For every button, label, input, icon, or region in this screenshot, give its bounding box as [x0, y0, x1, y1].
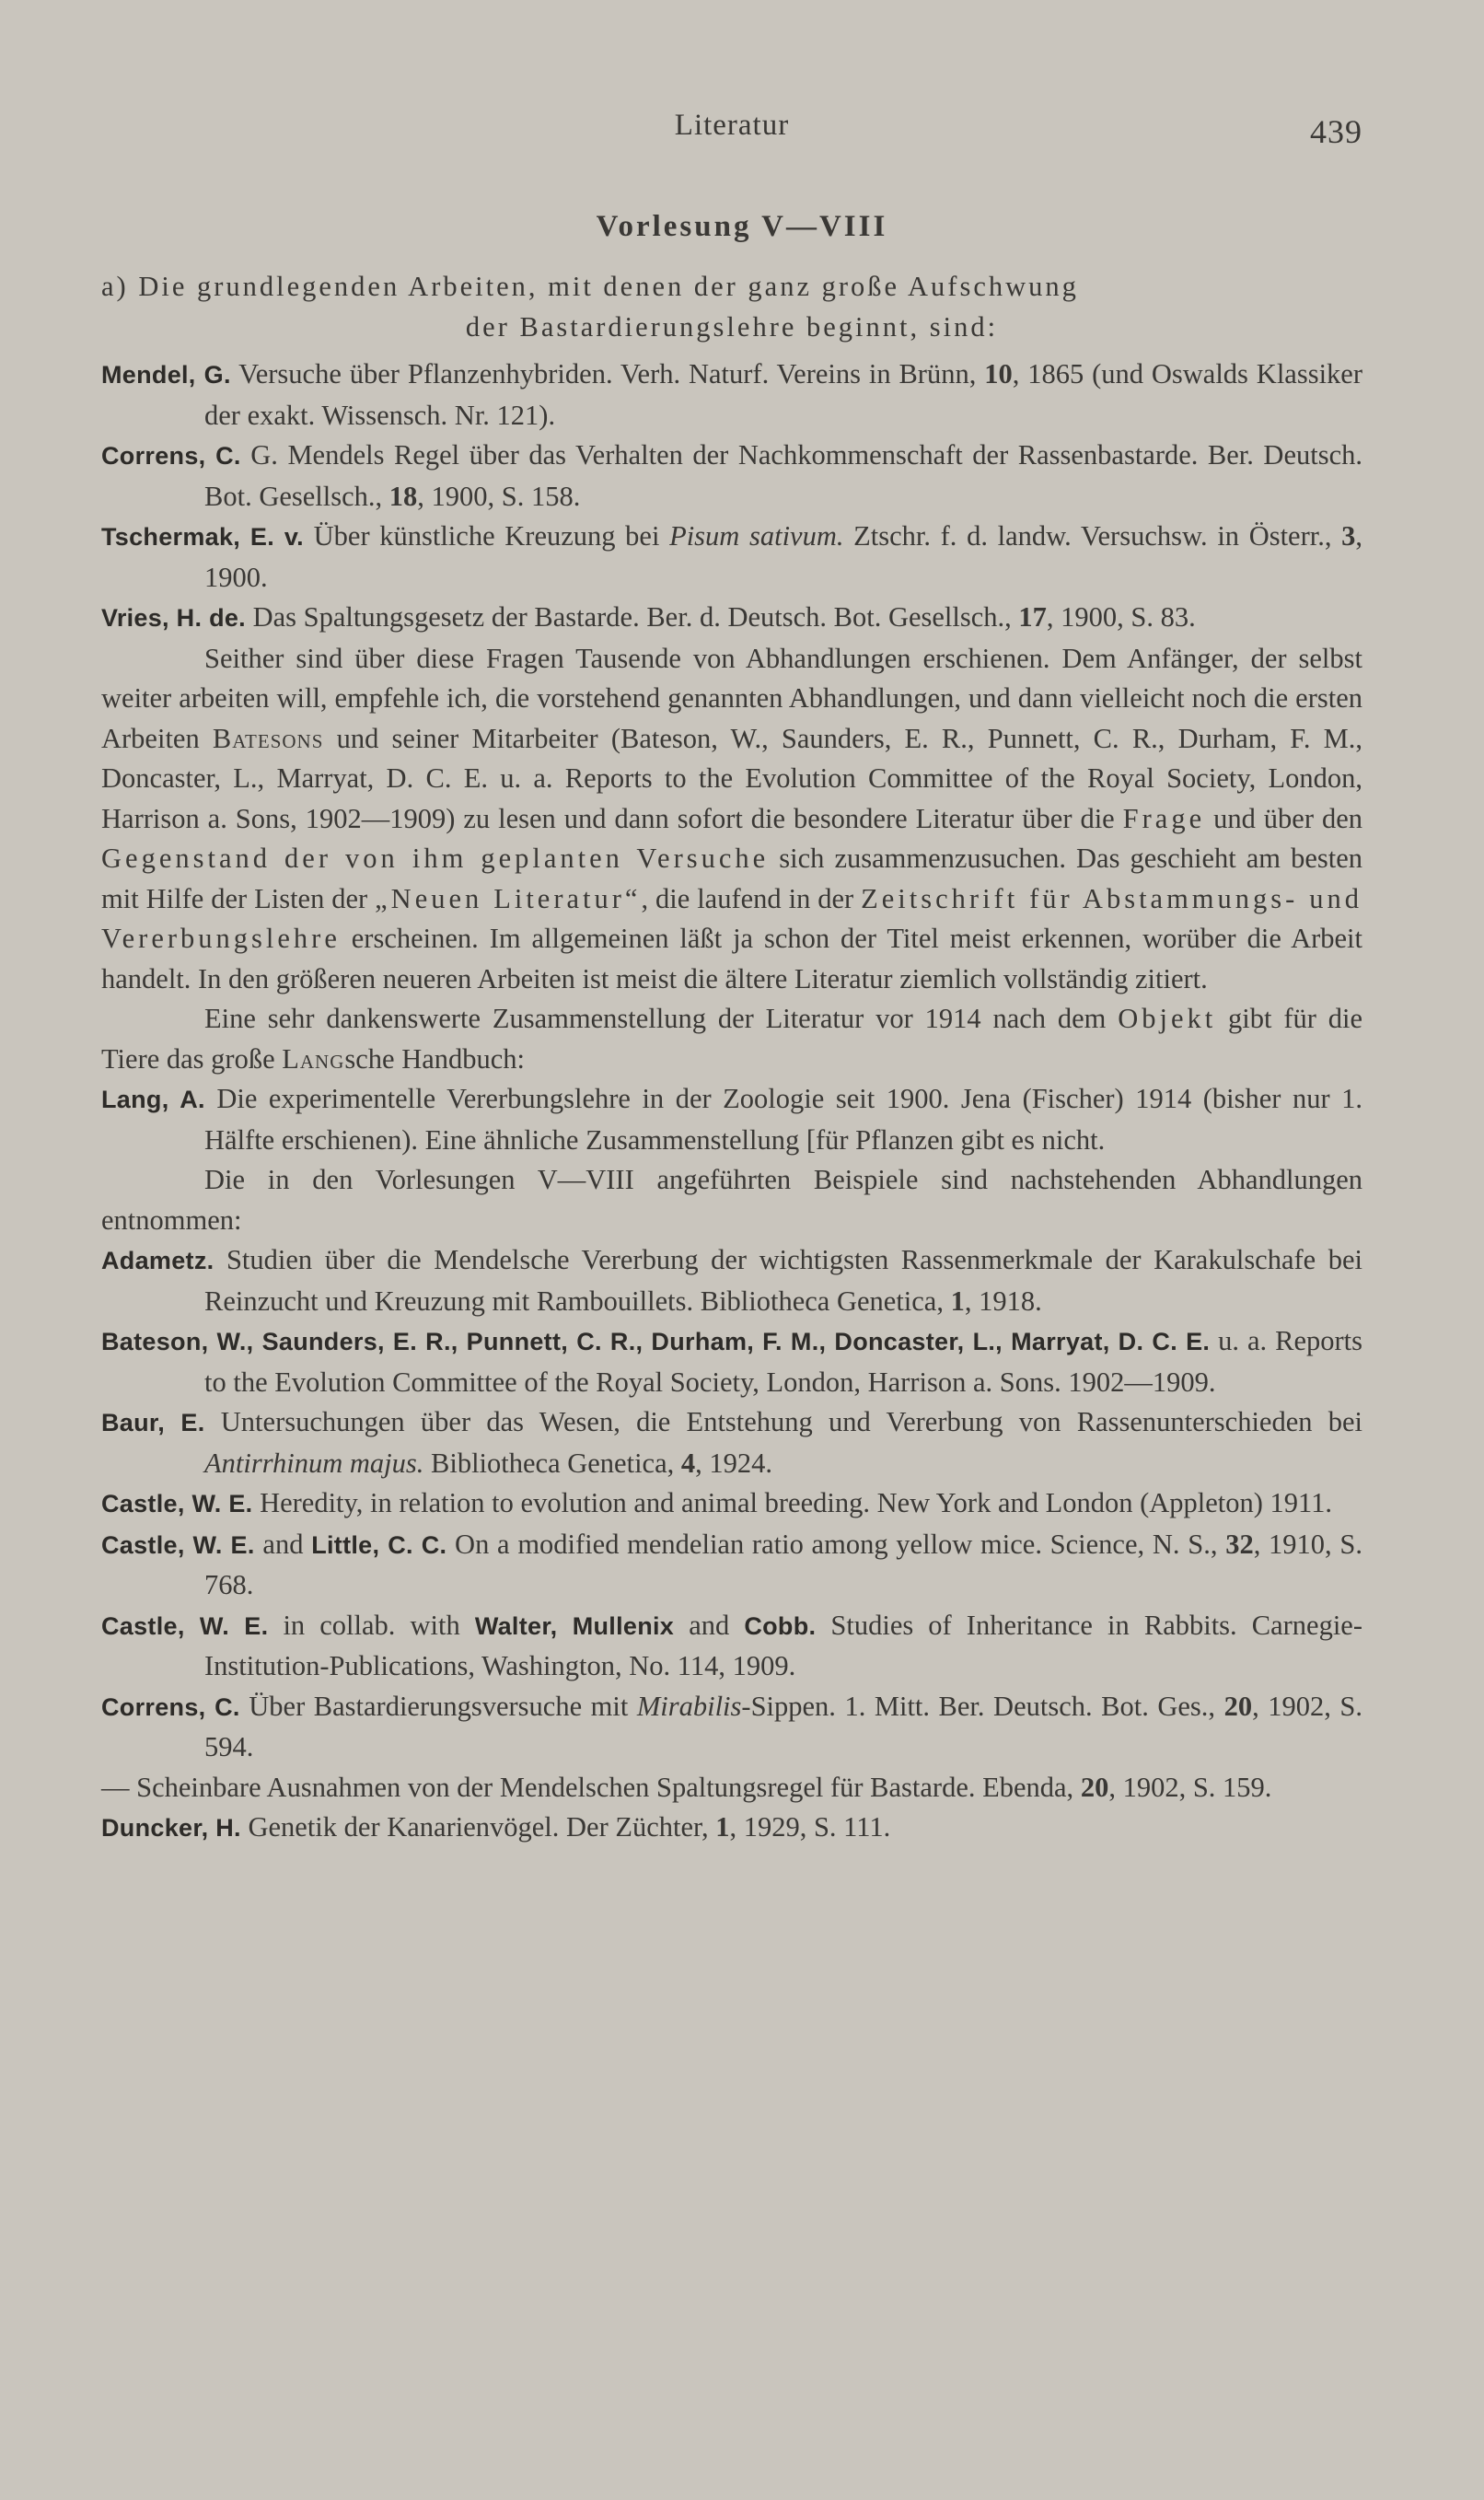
author-name: Bateson, W., Saunders, E. R., Punnett, C. R., Durham, F. M., Doncaster, L., Marryat, D. C. E. [101, 1328, 1211, 1355]
author-name: Castle, W. E. [101, 1530, 255, 1559]
intro-heading [101, 267, 1362, 347]
author-name: Adametz. [101, 1247, 214, 1274]
bibliography-content [101, 267, 1362, 1849]
bib-entry-correns-ausnahmen: — Scheinbare Ausnahmen von der Mendelschen Spaltungsregel für Bastarde. Ebenda, 20, 1902, S. 159. [101, 1771, 1272, 1803]
bib-entry-castle-little: Castle, W. E. and Little, C. C. On a modified mendelian ratio among yellow mice. Science, N. S., 32, 1910, S. 768. [101, 1528, 1363, 1600]
bib-entry-tschermak: Tschermak, E. v. Über künstliche Kreuzung bei Pisum sativum. Ztschr. f. d. landw. Versuchsw. in Österr., 3, 1900. [101, 520, 1362, 593]
bib-entry-duncker: Duncker, H. Genetik der Kanarienvögel. Der Züchter, 1, 1929, S. 111. [101, 1811, 891, 1843]
bib-entry-castle-1911: Castle, W. E. Heredity, in relation to evolution and animal breeding. New York and London (Appleton) 1911. [101, 1487, 1333, 1518]
paragraph-literature-advice: Seither sind über diese Fragen Tausende von Abhandlungen erschienen. Dem Anfänger, der selbst weiter arbeiten will, empfehle ich, die vorstehend genannten Abhandlungen, und dann vielleicht noch die ersten Arbeiten Batesons und seiner Mitarbeiter (Bateson, W., Saunders, E. R., Punnett, C. R., Durham, F. M., Doncaster, L., Marryat, D. C. E. u. a. Reports to the Evolution Committee of the Royal Society, London, Harrison a. Sons, 1902—1909) zu lesen und dann sofort die besondere Literatur über die Frage und über den Gegenstand der von ihm geplanten Versuche sich zusammenzusuchen. Das geschieht am besten mit Hilfe der Listen der „Neuen Literatur“, die laufend in der Zeitschrift für Abstammungs- und Vererbungslehre erscheinen. Im allgemeinen läßt ja schon der Titel meist erkennen, worüber die Arbeit handelt. In den größeren neueren Arbeiten ist meist die ältere Literatur ziemlich vollständig zitiert. [101, 642, 1362, 994]
intro-line-2: der Bastardierungslehre beginnt, sind: [465, 310, 999, 343]
author-name: Little, C. C. [311, 1530, 447, 1559]
author-name: Tschermak, E. v. [101, 523, 304, 551]
bib-entry-correns-mirabilis: Correns, C. Über Bastardierungsversuche mit Mirabilis-Sippen. 1. Mitt. Ber. Deutsch. Bot. Ges., 20, 1902, S. 594. [101, 1690, 1362, 1762]
author-name: Cobb. [744, 1611, 817, 1640]
author-name: Lang, A. [101, 1086, 205, 1113]
author-name: Mendel, G. [101, 361, 231, 389]
intro-line-1: a) Die grundlegenden Arbeiten, mit denen der ganz große Aufschwung [101, 271, 1079, 302]
author-name: Castle, W. E. [101, 1611, 269, 1640]
author-name: Vries, H. de. [101, 604, 246, 632]
bib-entry-adametz: Adametz. Studien über die Mendelsche Vererbung der wichtigsten Rassenmerkmale der Karakulschafe bei Reinzucht und Kreuzung mit Rambouillets. Bibliotheca Genetica, 1, 1918. [101, 1244, 1362, 1317]
bib-entry-baur: Baur, E. Untersuchungen über das Wesen, die Entstehung und Vererbung von Rassenunterschieden bei Antirrhinum majus. Bibliotheca Genetica, 4, 1924. [101, 1406, 1362, 1479]
bib-entry-lang: Lang, A. Die experimentelle Vererbungslehre in der Zoologie seit 1900. Jena (Fischer) 1914 (bisher nur 1. Hälfte erschienen). Eine ähnliche Zusammenstellung [für Pflanzen gibt es nicht. [101, 1083, 1362, 1156]
author-name: Correns, C. [101, 1692, 240, 1721]
author-name: Walter, Mullenix [474, 1611, 675, 1640]
bib-entry-castle-1909: Castle, W. E. in collab. with Walter, Mullenix and Cobb. Studies of Inheritance in Rabbits. Carnegie-Institution-Publications, Washington, No. 114, 1909. [101, 1609, 1363, 1681]
bib-entry-vries: Vries, H. de. Das Spaltungsgesetz der Bastarde. Ber. d. Deutsch. Bot. Gesellsch., 17, 1900, S. 83. [101, 601, 1196, 633]
bib-entry-mendel: Mendel, G. Versuche über Pflanzenhybriden. Verh. Naturf. Vereins in Brünn, 10, 1865 (und Oswalds Klassiker der exakt. Wissensch. Nr. 121). [101, 358, 1362, 431]
author-name: Correns, C. [101, 442, 241, 470]
bib-entry-bateson: Bateson, W., Saunders, E. R., Punnett, C. R., Durham, F. M., Doncaster, L., Marryat, D. C. E. u. a. Reports to the Evolution Committee of the Royal Society, London, Harrison a. Sons. 1902—1909. [101, 1325, 1362, 1398]
page-number: 439 [1310, 113, 1362, 150]
bib-entry-correns-1900: Correns, C. G. Mendels Regel über das Verhalten der Nachkommenschaft der Rassenbastarde. Ber. Deutsch. Bot. Gesellsch., 18, 1900, S. 158. [101, 439, 1363, 512]
author-name: Duncker, H. [101, 1814, 241, 1842]
running-title: Literatur [674, 109, 790, 142]
paragraph-lang-handbook: Eine sehr dankenswerte Zusammenstellung der Literatur vor 1914 nach dem Objekt gibt für die Tiere das große Langsche Handbuch: [101, 1003, 1362, 1075]
paragraph-sources: Die in den Vorlesungen V—VIII angeführten Beispiele sind nachstehenden Abhandlungen entnommen: [101, 1164, 1362, 1236]
section-title: Vorlesung V—VIII [596, 210, 888, 243]
author-name: Baur, E. [101, 1409, 205, 1436]
author-name: Castle, W. E. [101, 1490, 253, 1517]
running-header [101, 109, 1362, 155]
